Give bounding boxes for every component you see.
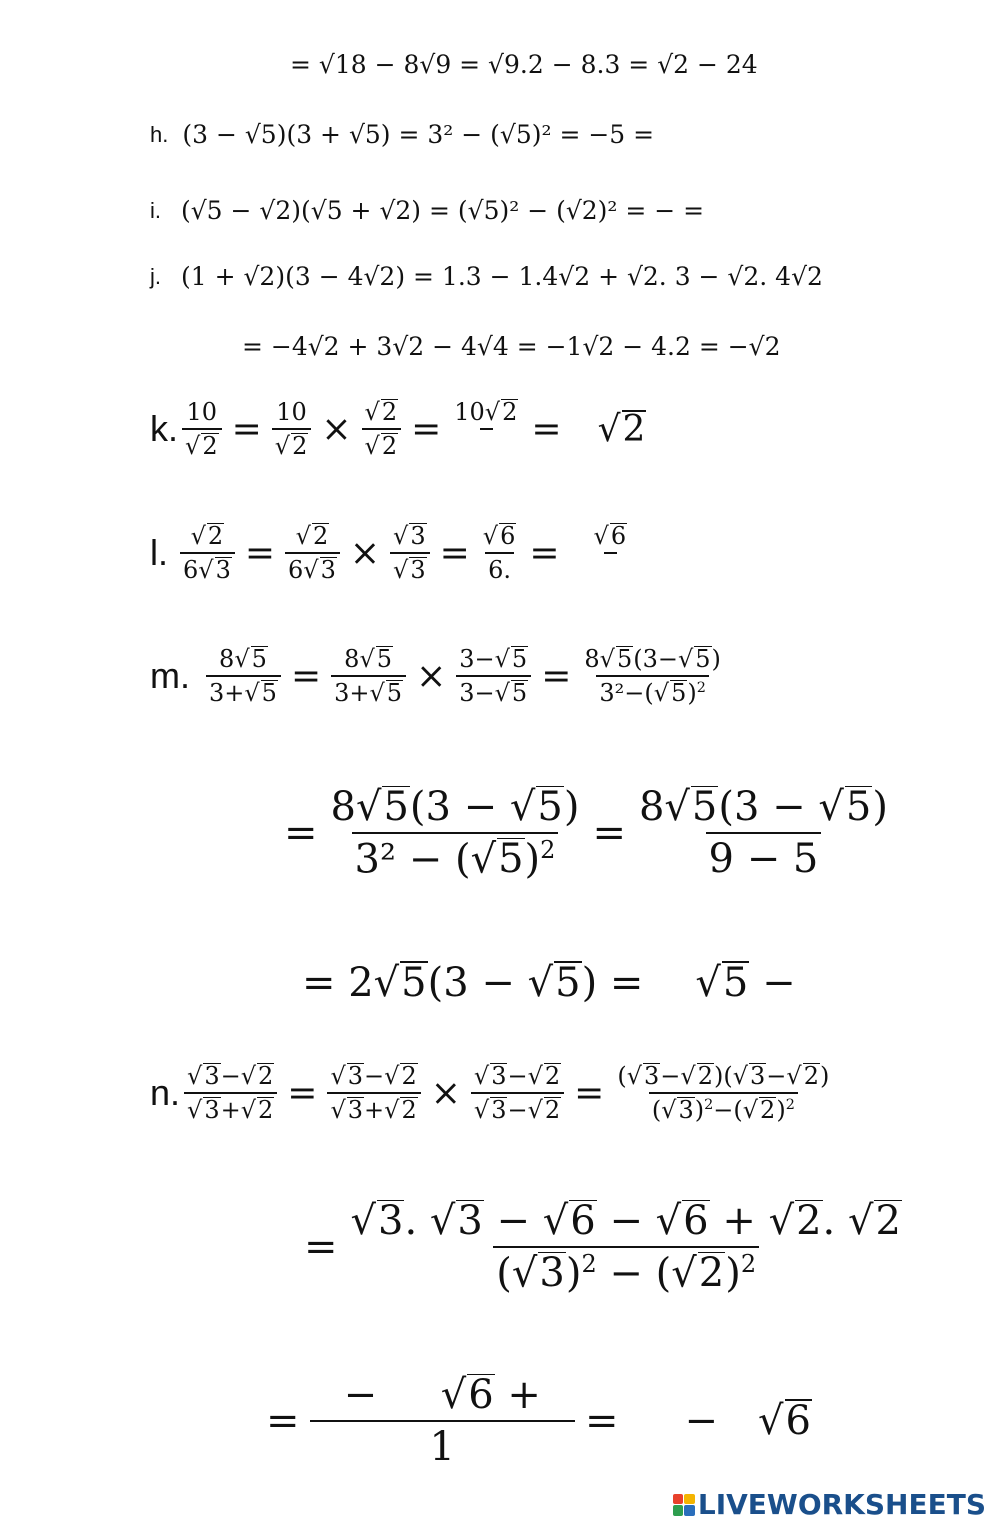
fraction: $\frac{8√5}{3+√5}$ <box>206 645 281 707</box>
fraction: 10√2 <box>451 398 521 460</box>
fraction: $\frac{8√5(3 - √5)}{3^2 - (√5)^2}$ <box>330 784 580 883</box>
fraction: $\frac{3-√5}{3-√5}$ <box>456 645 531 707</box>
problem-l: l. $\frac{√2}{6√3}$ = $\frac{√2}{6√3}$ × $\frac{√3}{√3}$ = $\frac{√6}{6.}$ = √6 <box>150 522 655 584</box>
problem-label: j. <box>150 263 161 289</box>
fraction: $\frac{- √6 +}{1}$ <box>310 1372 575 1470</box>
problem-label: k. <box>150 408 179 449</box>
problem-h-expression: (3 − √5)(3 + √5) = 3² − (√5)² = −5 = <box>182 120 655 149</box>
fraction: $\frac{√3}{√3}$ <box>390 522 430 584</box>
problem-j-continuation: = −4√2 + 3√2 − 4√4 = −1√2 − 4.2 = −√2 <box>242 332 781 361</box>
liveworksheets-logo[interactable] <box>673 1488 986 1521</box>
fraction: $\frac{(√3-√2)(√3-√2)}{(√3)^2-(√2)^2}$ <box>617 1062 830 1124</box>
answer: √2 <box>597 408 646 450</box>
problem-g-continuation: = √18 − 8√9 = √9.2 − 8.3 = √2 − 24 <box>290 50 758 79</box>
brand-name: LIVEWORKSHEETS <box>697 1488 986 1521</box>
problem-n: n. $\frac{√3-√2}{√3+√2}$ = $\frac{√3-√2}{√3+√2}$ × $\frac{√3-√2}{√3-√2}$ = $\frac{(√3-√2)(√3-√2)}{(√3)^2-(√2)^2}$ <box>150 1062 836 1124</box>
fraction: $\frac{√3. √3 - √6 - √6 + √2. √2}{(√3)^2 - (√2)^2}$ <box>350 1198 901 1297</box>
problem-label: l. <box>150 532 168 573</box>
fraction: $\frac{√2}{6√3}$ <box>180 522 235 584</box>
fraction: $\frac{10}{√2}$ <box>182 398 222 460</box>
liveworksheets-logo-icon <box>673 1494 695 1516</box>
problem-label: m. <box>150 655 190 696</box>
problem-k: k. $\frac{10}{√2}$ = $\frac{10}{√2}$ × $\frac{√2}{√2}$ = 10√2 = √2 <box>150 398 646 460</box>
problem-label: h. <box>150 121 169 147</box>
problem-j-expression: (1 + √2)(3 − 4√2) = 1.3 − 1.4√2 + √2. 3 − √2. 4√2 <box>181 262 823 291</box>
problem-label: i. <box>150 197 161 223</box>
problem-n-step-2: = $\frac{√3. √3 - √6 - √6 + √2. √2}{(√3)^2 - (√2)^2}$ <box>298 1198 909 1296</box>
fraction: $\frac{√3-√2}{√3-√2}$ <box>471 1062 564 1124</box>
problem-n-step-3: = $\frac{- √6 +}{1}$ = − √6 <box>266 1372 811 1470</box>
fraction: $\frac{8√5(3 - √5)}{9 - 5}$ <box>638 784 888 883</box>
problem-h <box>150 120 654 149</box>
fraction: $\frac{√6}{6.}$ <box>482 522 516 584</box>
fraction: $\frac{8√5(3-√5)}{3^2-(√5)^2}$ <box>584 645 721 707</box>
fraction: $\frac{√2}{6√3}$ <box>285 522 340 584</box>
problem-m: m. $\frac{8√5}{3+√5}$ = $\frac{8√5}{3+√5}$ × $\frac{3-√5}{3-√5}$ = $\frac{8√5(3-√5)}{3^2-(√5)^2}$ <box>150 645 728 707</box>
fraction: $\frac{√2}{√2}$ <box>362 398 402 460</box>
fraction: $\frac{√3-√2}{√3+√2}$ <box>184 1062 277 1124</box>
problem-m-step-2: = $\frac{8√5(3 - √5)}{3^2 - (√5)^2}$ = $\frac{8√5(3 - √5)}{9 - 5}$ <box>278 784 895 882</box>
problem-i <box>150 196 704 225</box>
fraction: $\frac{√3-√2}{√3+√2}$ <box>327 1062 420 1124</box>
fraction: √6 <box>570 522 652 584</box>
problem-m-step-3: = 2√5(3 − √5) = √5 − <box>302 960 796 1006</box>
problem-i-expression: (√5 − √2)(√5 + √2) = (√5)² − (√2)² = − = <box>181 196 705 225</box>
problem-label: n. <box>150 1072 181 1113</box>
fraction: $\frac{10}{√2}$ <box>272 398 312 460</box>
problem-j <box>150 262 823 291</box>
fraction: $\frac{8√5}{3+√5}$ <box>331 645 406 707</box>
